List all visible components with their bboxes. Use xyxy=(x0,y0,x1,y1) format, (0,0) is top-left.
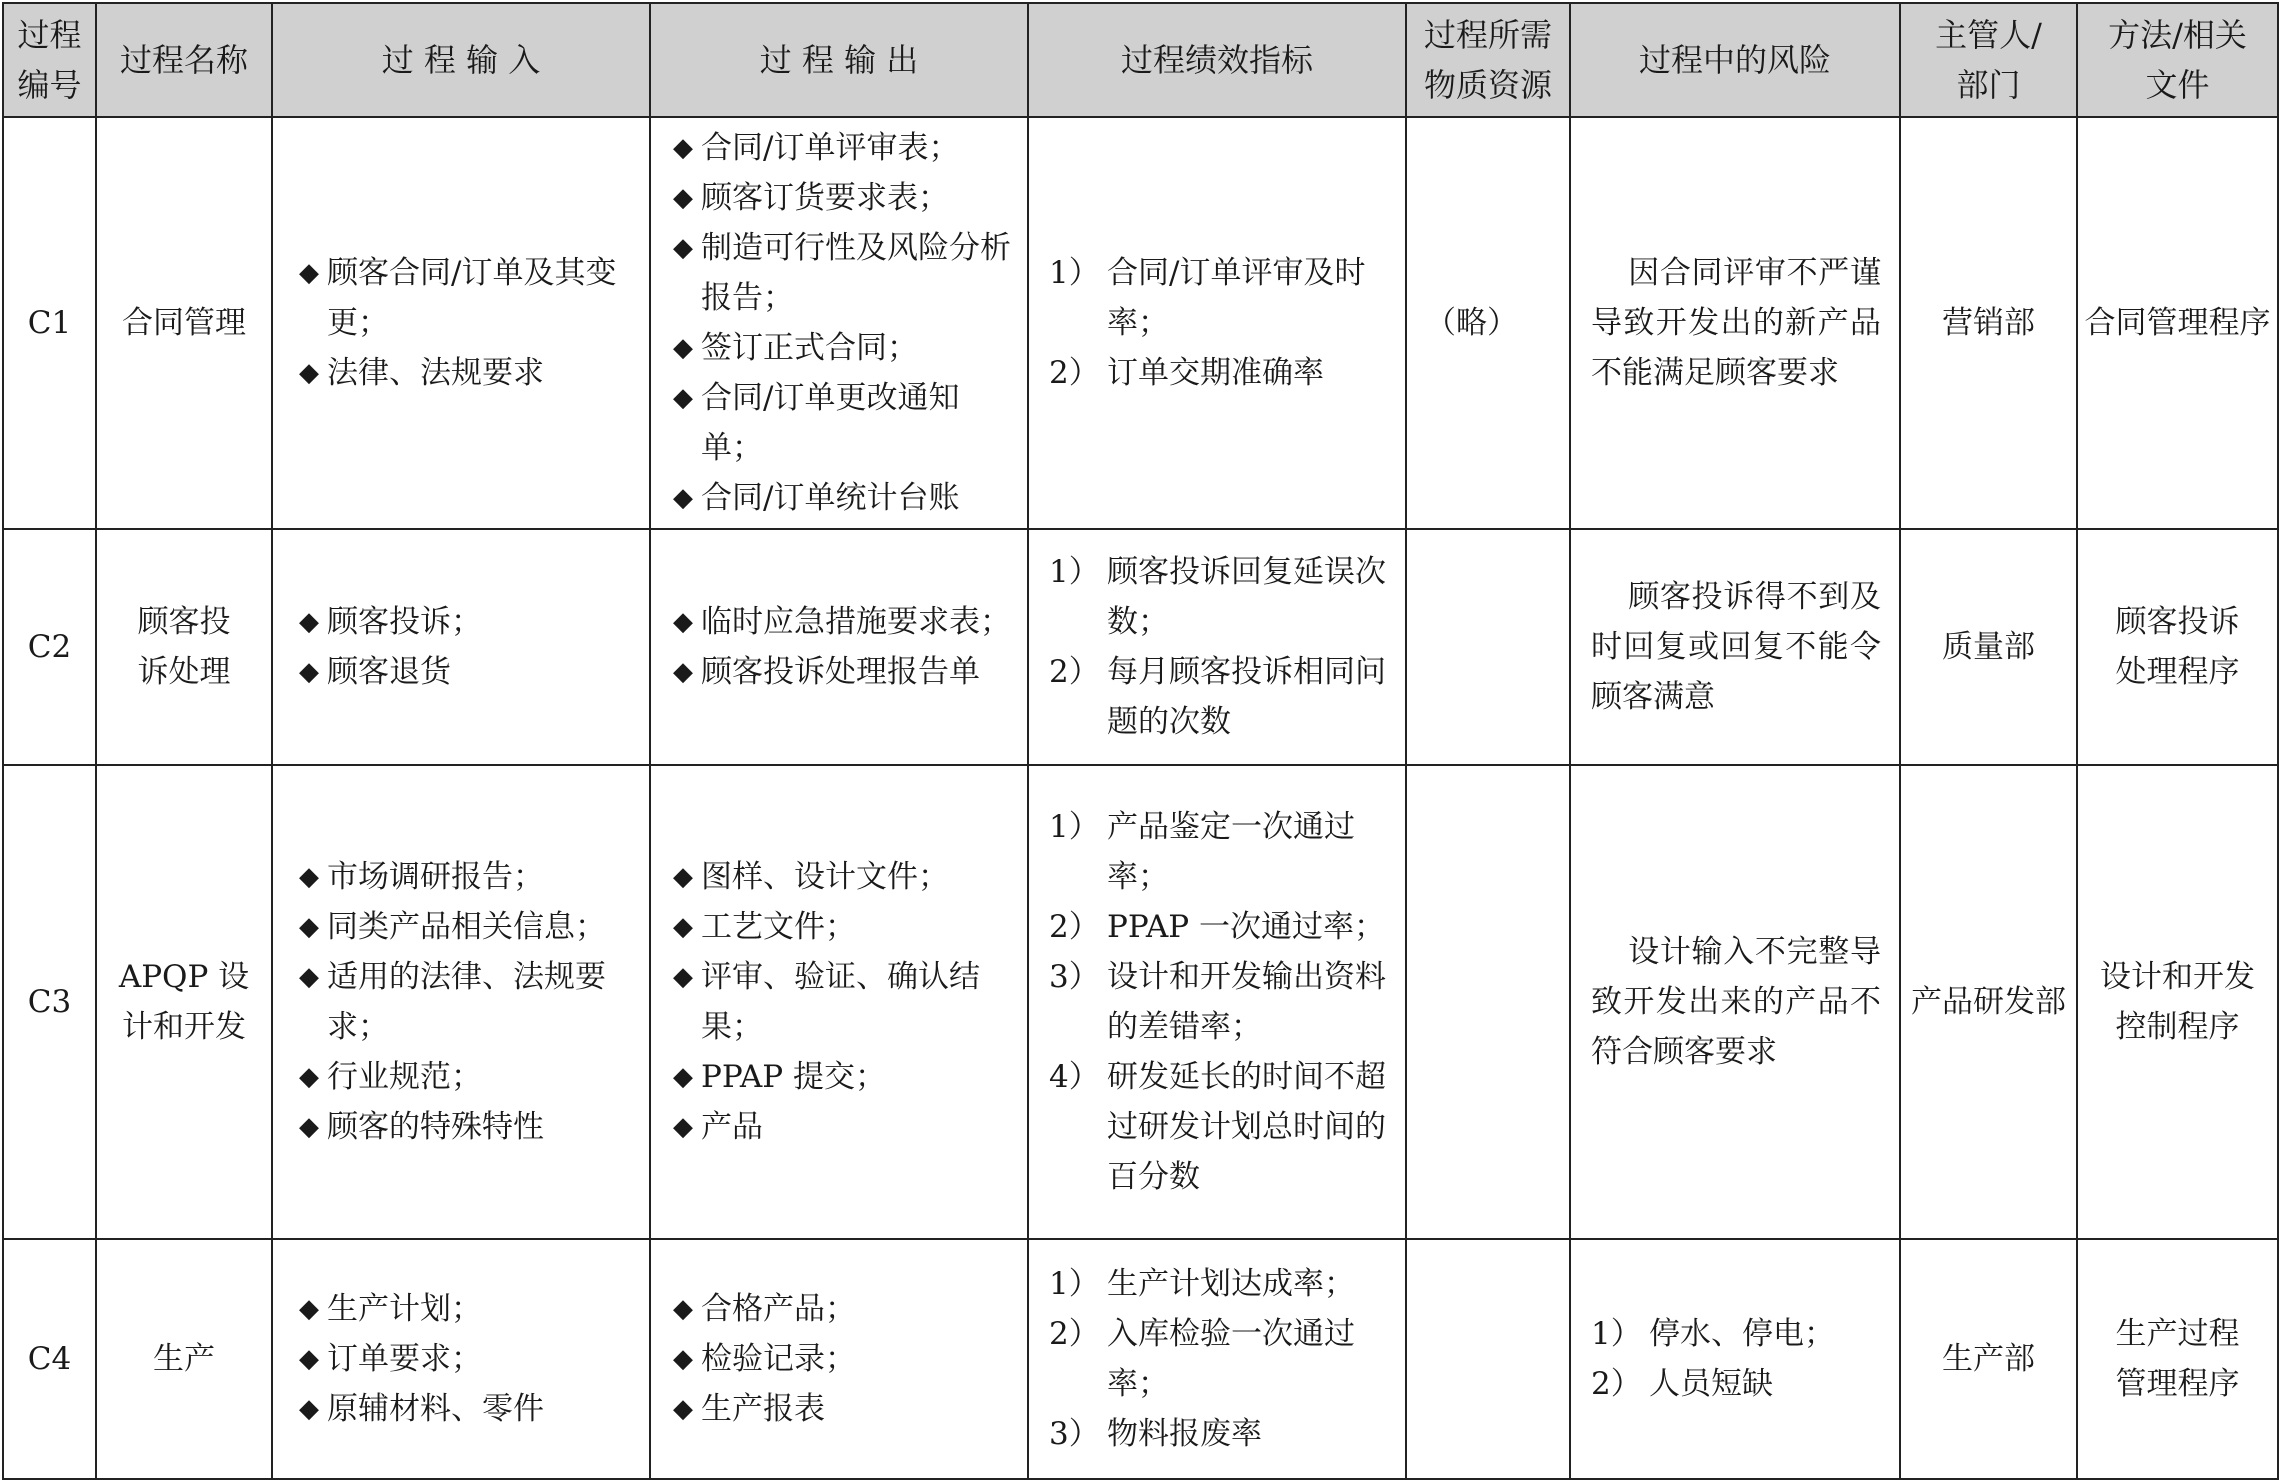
process-inputs xyxy=(272,117,650,529)
process-resource xyxy=(1406,529,1570,765)
header-docs: 方法/相关文件 xyxy=(2077,3,2278,117)
list-item: ◆ 原辅材料、零件 xyxy=(299,1384,637,1434)
process-docs: 顾客投诉处理程序 xyxy=(2077,529,2278,765)
table-row xyxy=(3,1239,2278,1479)
list-item: ◆ 顾客合同/订单及其变更； xyxy=(299,248,637,348)
process-id: C4 xyxy=(3,1239,96,1479)
process-inputs xyxy=(272,765,650,1239)
process-owner: 质量部 xyxy=(1900,529,2077,765)
list-item: ◆ 同类产品相关信息； xyxy=(299,902,637,952)
header-row xyxy=(3,3,2278,117)
list-item: ◆ 签订正式合同； xyxy=(673,323,1015,373)
list-item: ◆ 法律、法规要求 xyxy=(299,348,637,398)
header-name: 过程名称 xyxy=(96,3,272,117)
header-id: 过程编号 xyxy=(3,3,96,117)
header-resource: 过程所需物质资源 xyxy=(1406,3,1570,117)
list-item: ◆ 生产计划； xyxy=(299,1284,637,1334)
list-item: 2） 入库检验一次通过率； xyxy=(1049,1316,1355,1402)
list-item: ◆ 市场调研报告； xyxy=(299,852,637,902)
process-outputs xyxy=(650,1239,1028,1479)
list-item: ◆ PPAP 提交； xyxy=(673,1052,1015,1102)
list-item: ◆ 图样、设计文件； xyxy=(673,852,1015,902)
list-item: ◆ 顾客订货要求表； xyxy=(673,173,1015,223)
list-item: ◆ 行业规范； xyxy=(299,1052,637,1102)
header-kpi: 过程绩效指标 xyxy=(1028,3,1406,117)
list-item: ◆ 制造可行性及风险分析报告； xyxy=(673,223,1015,323)
list-item: ◆ 顾客退货 xyxy=(299,647,637,697)
process-name: 生产 xyxy=(96,1239,272,1479)
process-name: 顾客投诉处理 xyxy=(96,529,272,765)
table-row xyxy=(3,765,2278,1239)
list-item: 1） 合同/订单评审及时率； xyxy=(1049,255,1366,341)
list-item: ◆ 合同/订单更改通知单； xyxy=(673,373,1015,473)
process-owner: 产品研发部 xyxy=(1900,765,2077,1239)
list-item: 1） 停水、停电； xyxy=(1591,1316,1835,1352)
process-inputs xyxy=(272,1239,650,1479)
header-owner: 主管人/部门 xyxy=(1900,3,2077,117)
process-kpis xyxy=(1028,117,1406,529)
list-item: ◆ 合格产品； xyxy=(673,1284,1015,1334)
process-docs: 设计和开发控制程序 xyxy=(2077,765,2278,1239)
list-item: ◆ 生产报表 xyxy=(673,1384,1015,1434)
table-row xyxy=(3,117,2278,529)
header-output: 过 程 输 出 xyxy=(650,3,1028,117)
list-item: ◆ 订单要求； xyxy=(299,1334,637,1384)
process-risk: 设计输入不完整导致开发出来的产品不符合顾客要求 xyxy=(1570,765,1900,1239)
list-item: ◆ 评审、验证、确认结果； xyxy=(673,952,1015,1052)
process-id: C2 xyxy=(3,529,96,765)
list-item: ◆ 临时应急措施要求表； xyxy=(673,597,1015,647)
process-docs: 生产过程管理程序 xyxy=(2077,1239,2278,1479)
header-input: 过 程 输 入 xyxy=(272,3,650,117)
list-item: ◆ 顾客的特殊特性 xyxy=(299,1102,637,1152)
process-resource xyxy=(1406,765,1570,1239)
process-risk: 顾客投诉得不到及时回复或回复不能令顾客满意 xyxy=(1570,529,1900,765)
list-item: 2） 订单交期准确率 xyxy=(1049,355,1324,391)
process-owner: 营销部 xyxy=(1900,117,2077,529)
list-item: ◆ 合同/订单评审表； xyxy=(673,123,1015,173)
list-item: 2） 人员短缺 xyxy=(1591,1366,1773,1402)
header-risk: 过程中的风险 xyxy=(1570,3,1900,117)
process-risk: 因合同评审不严谨导致开发出的新产品不能满足顾客要求 xyxy=(1570,117,1900,529)
list-item: ◆ 顾客投诉； xyxy=(299,597,637,647)
list-item: 2） 每月顾客投诉相同问题的次数 xyxy=(1049,654,1386,740)
process-inputs xyxy=(272,529,650,765)
process-kpis xyxy=(1028,765,1406,1239)
process-table xyxy=(2,2,2279,1480)
process-outputs xyxy=(650,765,1028,1239)
list-item: 1） 产品鉴定一次通过率； xyxy=(1049,809,1355,895)
list-item: ◆ 检验记录； xyxy=(673,1334,1015,1384)
list-item: 2） PPAP 一次通过率； xyxy=(1049,909,1385,945)
process-kpis xyxy=(1028,529,1406,765)
list-item: 4） 研发延长的时间不超过研发计划总时间的百分数 xyxy=(1049,1059,1386,1195)
list-item: 1） 顾客投诉回复延误次数； xyxy=(1049,554,1386,640)
list-item: ◆ 适用的法律、法规要求； xyxy=(299,952,637,1052)
process-resource: （略） xyxy=(1406,117,1570,529)
process-resource xyxy=(1406,1239,1570,1479)
process-risk xyxy=(1570,1239,1900,1479)
list-item: ◆ 产品 xyxy=(673,1102,1015,1152)
process-name: APQP 设计和开发 xyxy=(96,765,272,1239)
table-row xyxy=(3,529,2278,765)
list-item: ◆ 顾客投诉处理报告单 xyxy=(673,647,1015,697)
process-id: C1 xyxy=(3,117,96,529)
list-item: ◆ 工艺文件； xyxy=(673,902,1015,952)
process-name: 合同管理 xyxy=(96,117,272,529)
process-kpis xyxy=(1028,1239,1406,1479)
list-item: 3） 设计和开发输出资料的差错率； xyxy=(1049,959,1386,1045)
list-item: 3） 物料报废率 xyxy=(1049,1416,1262,1452)
process-outputs xyxy=(650,529,1028,765)
process-id: C3 xyxy=(3,765,96,1239)
process-owner: 生产部 xyxy=(1900,1239,2077,1479)
process-docs: 合同管理程序 xyxy=(2077,117,2278,529)
process-outputs xyxy=(650,117,1028,529)
list-item: 1） 生产计划达成率； xyxy=(1049,1266,1355,1302)
list-item: ◆ 合同/订单统计台账 xyxy=(673,473,1015,523)
